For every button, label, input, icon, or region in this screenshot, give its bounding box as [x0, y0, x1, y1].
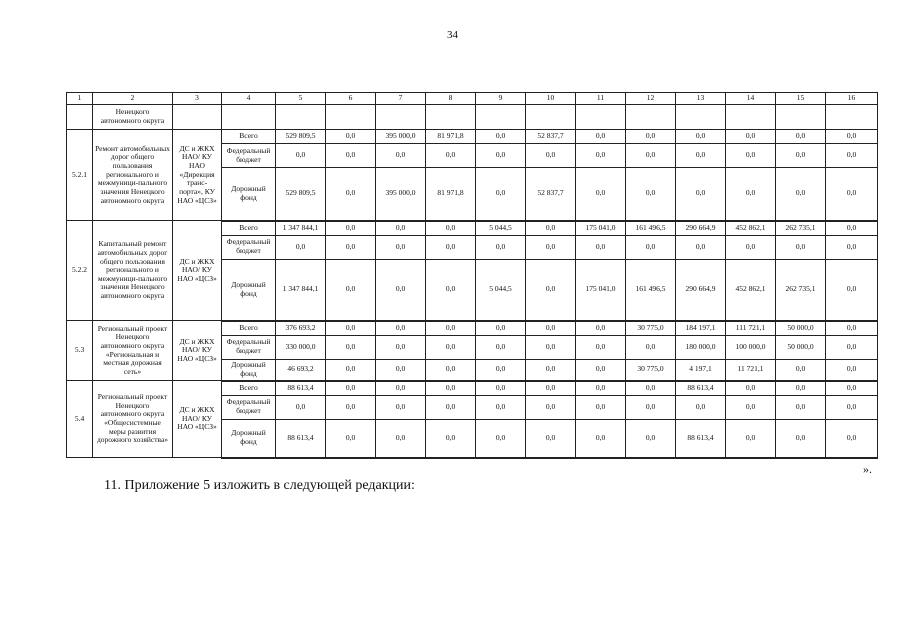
value-cell: 1 347 844,1 [276, 259, 326, 321]
empty-cell [676, 105, 726, 130]
value-cell: 88 613,4 [276, 419, 326, 458]
funding-source: Всего [222, 130, 276, 144]
column-header: 3 [173, 93, 222, 105]
value-cell: 0,0 [776, 419, 826, 458]
value-cell: 0,0 [776, 381, 826, 396]
value-cell: 0,0 [476, 395, 526, 419]
value-cell: 0,0 [326, 321, 376, 336]
value-cell: 0,0 [426, 259, 476, 321]
value-cell: 0,0 [626, 395, 676, 419]
quote-end: ». [863, 462, 872, 476]
clause-text: 11. Приложение 5 изложить в следующей редакции: [104, 478, 415, 493]
value-cell: 0,0 [426, 335, 476, 359]
value-cell: 52 837,7 [526, 168, 576, 221]
value-cell: 0,0 [776, 130, 826, 144]
value-cell: 0,0 [326, 221, 376, 236]
value-cell: 0,0 [726, 168, 776, 221]
empty-cell [276, 105, 326, 130]
value-cell: 0,0 [326, 235, 376, 259]
value-cell: 0,0 [826, 130, 878, 144]
table-row [67, 130, 878, 144]
value-cell: 0,0 [776, 144, 826, 168]
value-cell: 81 971,8 [426, 168, 476, 221]
empty-cell [376, 105, 426, 130]
value-cell: 0,0 [826, 359, 878, 381]
value-cell: 0,0 [326, 419, 376, 458]
value-cell: 0,0 [826, 381, 878, 396]
value-cell: 0,0 [676, 395, 726, 419]
value-cell: 0,0 [576, 168, 626, 221]
value-cell: 0,0 [576, 144, 626, 168]
value-cell: 0,0 [726, 381, 776, 396]
value-cell: 0,0 [326, 168, 376, 221]
value-cell: 0,0 [426, 381, 476, 396]
value-cell: 0,0 [726, 130, 776, 144]
value-cell: 0,0 [776, 359, 826, 381]
value-cell: 0,0 [376, 259, 426, 321]
value-cell: 0,0 [576, 381, 626, 396]
value-cell: 0,0 [676, 168, 726, 221]
value-cell: 0,0 [276, 395, 326, 419]
value-cell: 0,0 [326, 381, 376, 396]
value-cell: 52 837,7 [526, 130, 576, 144]
column-header: 16 [826, 93, 878, 105]
value-cell: 0,0 [626, 144, 676, 168]
value-cell: 50 000,0 [776, 335, 826, 359]
funding-source: Дорожный фонд [222, 359, 276, 381]
value-cell: 11 721,1 [726, 359, 776, 381]
funding-source: Дорожный фонд [222, 419, 276, 458]
value-cell: 0,0 [376, 359, 426, 381]
value-cell: 0,0 [426, 395, 476, 419]
value-cell: 30 775,0 [626, 359, 676, 381]
value-cell: 0,0 [576, 395, 626, 419]
funding-source: Федеральный бюджет [222, 144, 276, 168]
value-cell: 0,0 [826, 144, 878, 168]
value-cell: 0,0 [476, 381, 526, 396]
funding-source: Всего [222, 321, 276, 336]
value-cell: 0,0 [426, 419, 476, 458]
table-row [67, 321, 878, 336]
value-cell: 0,0 [526, 335, 576, 359]
value-cell: 0,0 [826, 335, 878, 359]
column-header: 2 [93, 93, 173, 105]
value-cell: 529 809,5 [276, 130, 326, 144]
value-cell: 180 000,0 [676, 335, 726, 359]
item-name: Ремонт автомобильных дорог общего пользования регионального и межмуници-пального значения Ненецкого автономного округа [93, 130, 173, 221]
value-cell: 0,0 [426, 221, 476, 236]
empty-cell [626, 105, 676, 130]
column-header: 4 [222, 93, 276, 105]
value-cell: 30 775,0 [626, 321, 676, 336]
value-cell: 452 862,1 [726, 221, 776, 236]
page-number: 34 [447, 29, 458, 41]
item-code: 5.4 [67, 381, 93, 458]
table-row [67, 381, 878, 396]
value-cell: 0,0 [326, 130, 376, 144]
value-cell: 5 044,5 [476, 259, 526, 321]
funding-source: Всего [222, 221, 276, 236]
empty-cell [67, 105, 93, 130]
value-cell: 0,0 [426, 321, 476, 336]
value-cell: 0,0 [376, 321, 426, 336]
empty-cell [476, 105, 526, 130]
value-cell: 161 496,5 [626, 221, 676, 236]
continuation-text: Ненецкого автономного округа [93, 105, 173, 130]
funding-source: Федеральный бюджет [222, 395, 276, 419]
value-cell: 0,0 [526, 419, 576, 458]
value-cell: 0,0 [626, 335, 676, 359]
value-cell: 0,0 [626, 168, 676, 221]
empty-cell [726, 105, 776, 130]
table-body [67, 105, 878, 458]
value-cell: 0,0 [576, 419, 626, 458]
value-cell: 0,0 [326, 144, 376, 168]
value-cell: 0,0 [826, 395, 878, 419]
item-code: 5.2.2 [67, 221, 93, 321]
value-cell: 0,0 [676, 235, 726, 259]
value-cell: 88 613,4 [676, 419, 726, 458]
value-cell: 0,0 [476, 144, 526, 168]
column-header: 12 [626, 93, 676, 105]
column-header: 8 [426, 93, 476, 105]
value-cell: 4 197,1 [676, 359, 726, 381]
value-cell: 0,0 [576, 235, 626, 259]
value-cell: 330 000,0 [276, 335, 326, 359]
value-cell: 452 862,1 [726, 259, 776, 321]
value-cell: 0,0 [326, 259, 376, 321]
value-cell: 100 000,0 [726, 335, 776, 359]
value-cell: 0,0 [826, 168, 878, 221]
column-header: 11 [576, 93, 626, 105]
value-cell: 395 000,0 [376, 168, 426, 221]
value-cell: 0,0 [476, 335, 526, 359]
column-header: 15 [776, 93, 826, 105]
value-cell: 0,0 [676, 144, 726, 168]
value-cell: 0,0 [726, 395, 776, 419]
value-cell: 0,0 [626, 235, 676, 259]
value-cell: 0,0 [326, 359, 376, 381]
value-cell: 175 041,0 [576, 259, 626, 321]
item-executor: ДС и ЖКХ НАО/ КУ НАО «ЦСЗ» [173, 321, 222, 381]
column-header: 13 [676, 93, 726, 105]
item-executor: ДС и ЖКХ НАО/ КУ НАО «ЦСЗ» [173, 381, 222, 458]
value-cell: 0,0 [526, 321, 576, 336]
item-code: 5.2.1 [67, 130, 93, 221]
value-cell: 0,0 [776, 235, 826, 259]
value-cell: 0,0 [526, 395, 576, 419]
value-cell: 0,0 [826, 419, 878, 458]
value-cell: 0,0 [376, 395, 426, 419]
column-header: 9 [476, 93, 526, 105]
value-cell: 0,0 [826, 321, 878, 336]
value-cell: 0,0 [376, 419, 426, 458]
column-header: 1 [67, 93, 93, 105]
value-cell: 0,0 [576, 359, 626, 381]
value-cell: 175 041,0 [576, 221, 626, 236]
value-cell: 88 613,4 [276, 381, 326, 396]
value-cell: 290 664,9 [676, 259, 726, 321]
table-row [67, 221, 878, 236]
value-cell: 0,0 [476, 235, 526, 259]
value-cell: 0,0 [376, 335, 426, 359]
value-cell: 0,0 [776, 168, 826, 221]
item-executor: ДС и ЖКХ НАО/ КУ НАО «ЦСЗ» [173, 221, 222, 321]
item-code: 5.3 [67, 321, 93, 381]
value-cell: 184 197,1 [676, 321, 726, 336]
value-cell: 0,0 [476, 359, 526, 381]
value-cell: 0,0 [376, 144, 426, 168]
column-header: 10 [526, 93, 576, 105]
value-cell: 111 721,1 [726, 321, 776, 336]
funding-source: Всего [222, 381, 276, 396]
value-cell: 262 735,1 [776, 259, 826, 321]
value-cell: 262 735,1 [776, 221, 826, 236]
value-cell: 0,0 [276, 235, 326, 259]
value-cell: 0,0 [576, 321, 626, 336]
value-cell: 0,0 [726, 419, 776, 458]
value-cell: 0,0 [476, 321, 526, 336]
item-name: Региональный проект Ненецкого автономного округа «Региональная и местная дорожная сеть» [93, 321, 173, 381]
value-cell: 376 693,2 [276, 321, 326, 336]
table-header-row [67, 93, 878, 105]
empty-cell [576, 105, 626, 130]
value-cell: 0,0 [426, 235, 476, 259]
value-cell: 0,0 [626, 419, 676, 458]
item-name: Региональный проект Ненецкого автономного округа «Общесистемные меры развития дорожного хозяйства» [93, 381, 173, 458]
value-cell: 0,0 [576, 130, 626, 144]
value-cell: 0,0 [526, 144, 576, 168]
empty-cell [173, 105, 222, 130]
value-cell: 81 971,8 [426, 130, 476, 144]
value-cell: 0,0 [376, 235, 426, 259]
value-cell: 0,0 [826, 235, 878, 259]
value-cell: 0,0 [726, 235, 776, 259]
funding-source: Дорожный фонд [222, 259, 276, 321]
empty-cell [222, 105, 276, 130]
value-cell: 0,0 [376, 381, 426, 396]
value-cell: 88 613,4 [676, 381, 726, 396]
value-cell: 0,0 [476, 419, 526, 458]
value-cell: 0,0 [476, 168, 526, 221]
value-cell: 46 693,2 [276, 359, 326, 381]
funding-source: Федеральный бюджет [222, 335, 276, 359]
value-cell: 0,0 [526, 235, 576, 259]
value-cell: 0,0 [776, 395, 826, 419]
value-cell: 529 809,5 [276, 168, 326, 221]
empty-cell [426, 105, 476, 130]
value-cell: 50 000,0 [776, 321, 826, 336]
column-header: 6 [326, 93, 376, 105]
value-cell: 0,0 [326, 335, 376, 359]
value-cell: 0,0 [626, 130, 676, 144]
value-cell: 0,0 [476, 130, 526, 144]
item-name: Капитальный ремонт автомобильных дорог общего пользования регионального и межмуници-пального значения Ненецкого автономного округа [93, 221, 173, 321]
value-cell: 0,0 [826, 259, 878, 321]
value-cell: 0,0 [726, 144, 776, 168]
value-cell: 0,0 [526, 381, 576, 396]
value-cell: 0,0 [426, 144, 476, 168]
value-cell: 1 347 844,1 [276, 221, 326, 236]
value-cell: 0,0 [626, 381, 676, 396]
empty-cell [776, 105, 826, 130]
continuation-row [67, 105, 878, 130]
column-header: 5 [276, 93, 326, 105]
value-cell: 0,0 [576, 335, 626, 359]
value-cell: 0,0 [526, 221, 576, 236]
funding-source: Дорожный фонд [222, 168, 276, 221]
value-cell: 161 496,5 [626, 259, 676, 321]
empty-cell [826, 105, 878, 130]
budget-table [66, 92, 878, 459]
value-cell: 0,0 [526, 259, 576, 321]
value-cell: 0,0 [826, 221, 878, 236]
value-cell: 0,0 [276, 144, 326, 168]
value-cell: 395 000,0 [376, 130, 426, 144]
column-header: 14 [726, 93, 776, 105]
funding-source: Федеральный бюджет [222, 235, 276, 259]
value-cell: 0,0 [526, 359, 576, 381]
value-cell: 290 664,9 [676, 221, 726, 236]
empty-cell [326, 105, 376, 130]
value-cell: 0,0 [676, 130, 726, 144]
value-cell: 0,0 [426, 359, 476, 381]
column-header: 7 [376, 93, 426, 105]
value-cell: 0,0 [326, 395, 376, 419]
item-executor: ДС и ЖКХ НАО/ КУ НАО «Дирекция транс-порта», КУ НАО «ЦСЗ» [173, 130, 222, 221]
value-cell: 0,0 [376, 221, 426, 236]
value-cell: 5 044,5 [476, 221, 526, 236]
empty-cell [526, 105, 576, 130]
